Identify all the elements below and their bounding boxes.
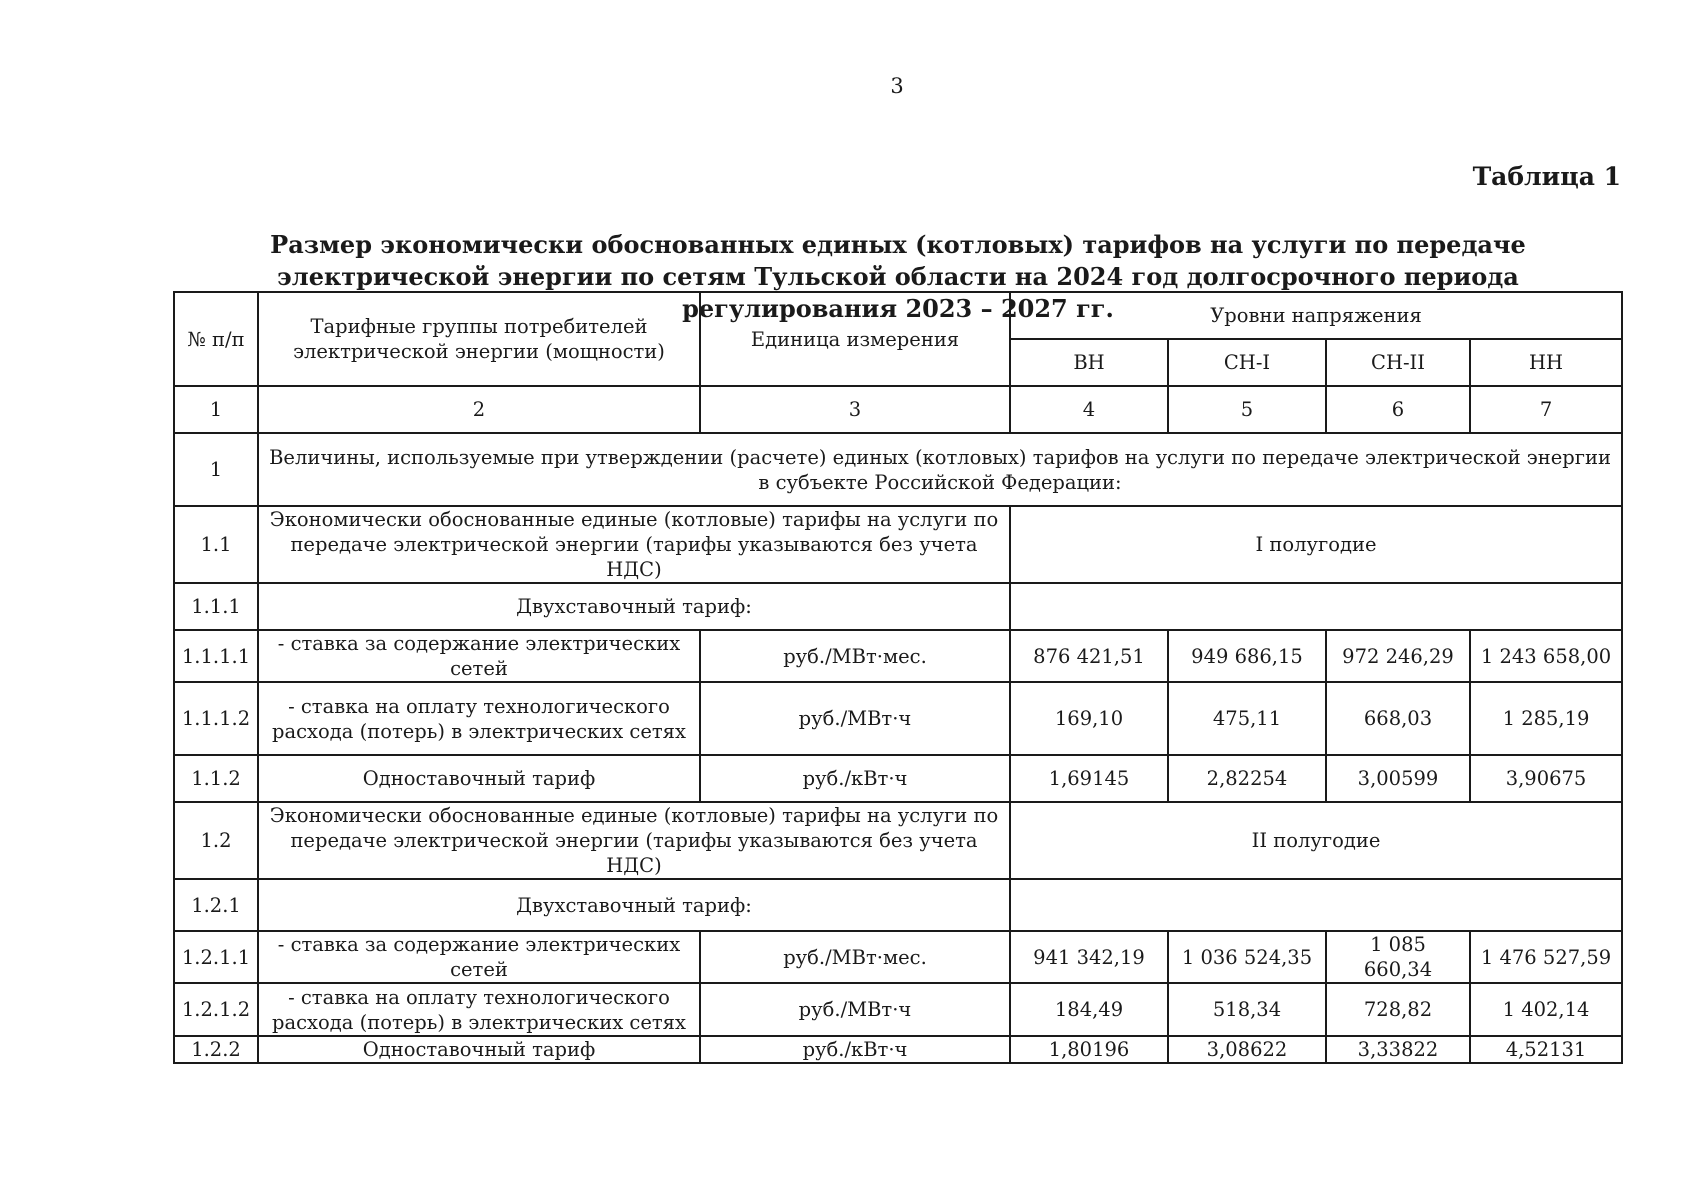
value-vn: 941 342,19 — [1010, 931, 1168, 983]
row-num: 1.2.1.1 — [174, 931, 258, 983]
row-unit: руб./кВт·ч — [700, 755, 1010, 802]
col-number: 3 — [700, 386, 1010, 433]
row-unit: руб./кВт·ч — [700, 1036, 1010, 1063]
value-vn: 1,69145 — [1010, 755, 1168, 802]
row-num: 1.2.1 — [174, 879, 258, 931]
half-year-text: Экономически обоснованные единые (котловые) тарифы на услуги по передаче электрической энергии (тарифы указываются без учета НДС) — [258, 802, 1010, 879]
row-num: 1.2.1.2 — [174, 983, 258, 1036]
value-sn2: 3,00599 — [1326, 755, 1470, 802]
value-vn: 184,49 — [1010, 983, 1168, 1036]
value-nn: 1 285,19 — [1470, 682, 1622, 755]
value-sn1: 1 036 524,35 — [1168, 931, 1326, 983]
section-row — [174, 433, 1622, 506]
section-text: Величины, используемые при утверждении (расчете) единых (котловых) тарифов на услуги по передаче электрической энергии в субъекте Российской Федерации: — [258, 433, 1622, 506]
header-num: № п/п — [174, 292, 258, 386]
value-vn: 1,80196 — [1010, 1036, 1168, 1063]
row-label: Одноставочный тариф — [258, 755, 700, 802]
value-sn2: 1 085 660,34 — [1326, 931, 1470, 983]
row-num: 1.1.1.1 — [174, 630, 258, 682]
empty-cell — [1010, 879, 1622, 931]
value-sn2: 3,33822 — [1326, 1036, 1470, 1063]
row-unit: руб./МВт·мес. — [700, 931, 1010, 983]
period-label: I полугодие — [1010, 506, 1622, 583]
row-num: 1.1.1 — [174, 583, 258, 630]
half-year-row — [174, 802, 1622, 879]
row-num: 1 — [174, 433, 258, 506]
row-num: 1.2 — [174, 802, 258, 879]
row-unit: руб./МВт·ч — [700, 983, 1010, 1036]
value-nn: 1 402,14 — [1470, 983, 1622, 1036]
tariff-row — [174, 682, 1622, 755]
value-nn: 3,90675 — [1470, 755, 1622, 802]
row-unit: руб./МВт·мес. — [700, 630, 1010, 682]
half-year-row — [174, 506, 1622, 583]
page-number: 3 — [890, 74, 904, 98]
row-num: 1.1.1.2 — [174, 682, 258, 755]
header-groups: Тарифные группы потребителей электрической энергии (мощности) — [258, 292, 700, 386]
value-sn1: 2,82254 — [1168, 755, 1326, 802]
empty-cell — [1010, 583, 1622, 630]
header-unit: Единица измерения — [700, 292, 1010, 386]
period-label: II полугодие — [1010, 802, 1622, 879]
row-num: 1.1.2 — [174, 755, 258, 802]
two-rate-row — [174, 879, 1622, 931]
value-sn2: 972 246,29 — [1326, 630, 1470, 682]
tariff-row — [174, 1036, 1622, 1063]
row-label: - ставка на оплату технологического расхода (потерь) в электрических сетях — [258, 983, 700, 1036]
table-label: Таблица 1 — [1472, 162, 1621, 191]
row-label: Одноставочный тариф — [258, 1036, 700, 1063]
tariff-row — [174, 755, 1622, 802]
column-numbers-row — [174, 386, 1622, 433]
row-label: - ставка на оплату технологического расхода (потерь) в электрических сетях — [258, 682, 700, 755]
col-number: 2 — [258, 386, 700, 433]
value-nn: 1 243 658,00 — [1470, 630, 1622, 682]
tariff-row — [174, 931, 1622, 983]
header-sn2: СН-II — [1326, 339, 1470, 386]
col-number: 7 — [1470, 386, 1622, 433]
value-sn2: 728,82 — [1326, 983, 1470, 1036]
row-unit: руб./МВт·ч — [700, 682, 1010, 755]
half-year-text: Экономически обоснованные единые (котловые) тарифы на услуги по передаче электрической энергии (тарифы указываются без учета НДС) — [258, 506, 1010, 583]
tariff-table — [173, 291, 1623, 1064]
document-title: Размер экономически обоснованных единых (котловых) тарифов на услуги по передаче электрической энергии по сетям Тульской области на 2024 год долгосрочного периода регулирования 2023 – 2027 гг. — [270, 230, 1526, 323]
header-nn: НН — [1470, 339, 1622, 386]
row-num: 1.2.2 — [174, 1036, 258, 1063]
col-number: 6 — [1326, 386, 1470, 433]
header-levels: Уровни напряжения — [1010, 292, 1622, 339]
tariff-row — [174, 630, 1622, 682]
row-num: 1.1 — [174, 506, 258, 583]
col-number: 4 — [1010, 386, 1168, 433]
col-number: 1 — [174, 386, 258, 433]
header-sn1: СН-I — [1168, 339, 1326, 386]
header-vn: ВН — [1010, 339, 1168, 386]
value-sn1: 3,08622 — [1168, 1036, 1326, 1063]
value-vn: 169,10 — [1010, 682, 1168, 755]
header-row — [174, 292, 1622, 339]
value-sn1: 475,11 — [1168, 682, 1326, 755]
tariff-row — [174, 983, 1622, 1036]
value-vn: 876 421,51 — [1010, 630, 1168, 682]
row-label: - ставка за содержание электрических сетей — [258, 931, 700, 983]
value-nn: 4,52131 — [1470, 1036, 1622, 1063]
col-number: 5 — [1168, 386, 1326, 433]
value-sn1: 949 686,15 — [1168, 630, 1326, 682]
value-sn1: 518,34 — [1168, 983, 1326, 1036]
two-rate-label: Двухставочный тариф: — [258, 879, 1010, 931]
row-label: - ставка за содержание электрических сетей — [258, 630, 700, 682]
value-nn: 1 476 527,59 — [1470, 931, 1622, 983]
value-sn2: 668,03 — [1326, 682, 1470, 755]
two-rate-row — [174, 583, 1622, 630]
two-rate-label: Двухставочный тариф: — [258, 583, 1010, 630]
